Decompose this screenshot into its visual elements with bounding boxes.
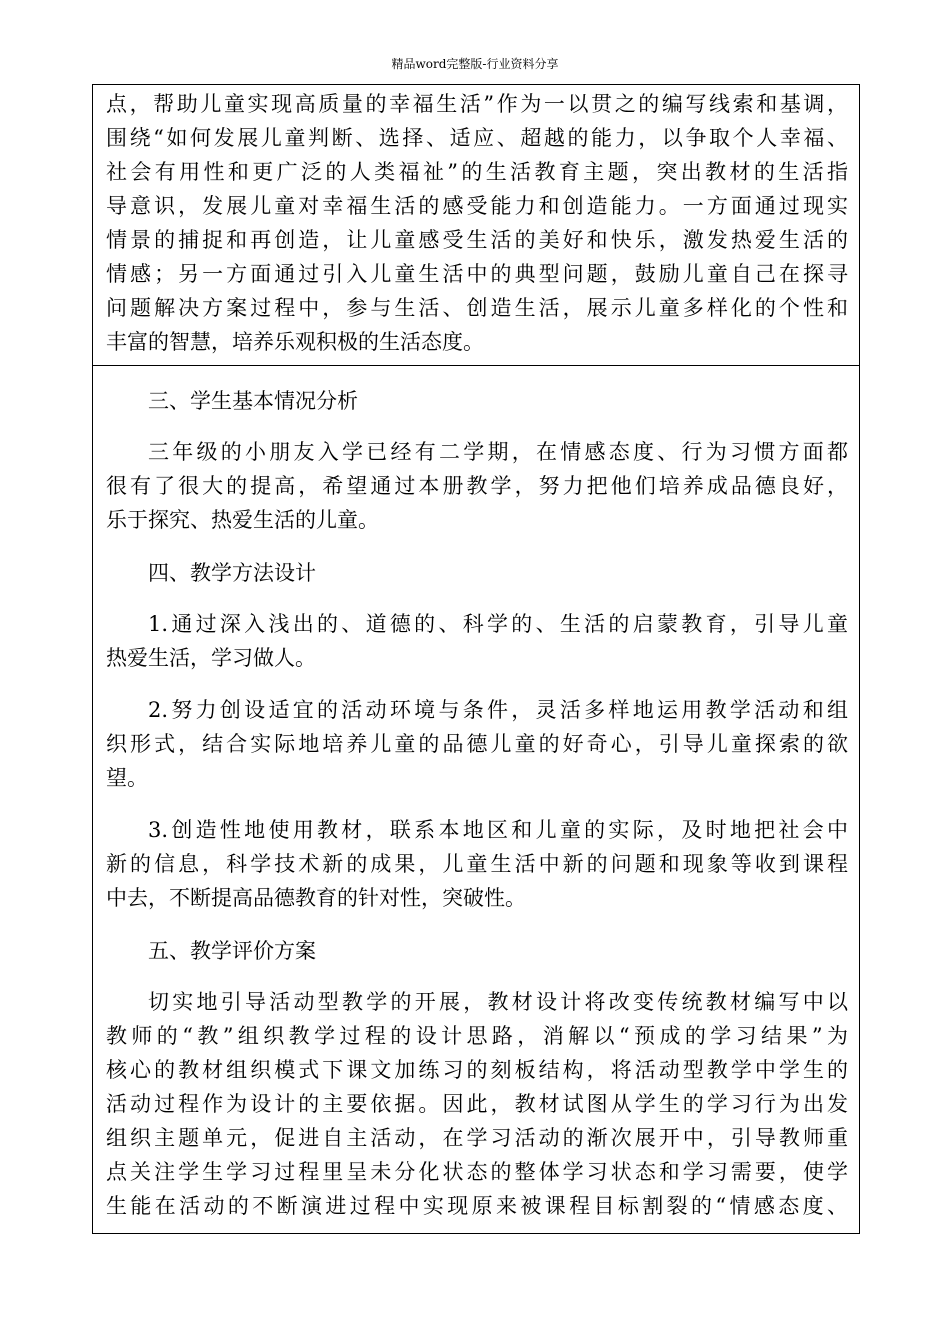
text-line: 情感；另一方面通过引入儿童生活中的典型问题，鼓励儿童自己在探寻 xyxy=(106,262,848,286)
section-heading: 四、教学方法设计 xyxy=(148,561,316,585)
text-line: 新的信息，科学技术新的成果，儿童生活中新的问题和现象等收到课程 xyxy=(106,852,848,876)
section-4-item-1 xyxy=(106,607,848,675)
text-line: 很有了很大的提高，希望通过本册教学，努力把他们培养成品德良好， xyxy=(106,474,848,498)
text-line: 教师的“教”组织教学过程的设计思路，消解以“预成的学习结果”为 xyxy=(106,1024,848,1048)
text-line: 丰富的智慧，培养乐观积极的生活态度。 xyxy=(106,330,484,354)
section-5-paragraph xyxy=(106,985,848,1223)
text-line: 切实地引导活动型教学的开展，教材设计将改变传统教材编写中以 xyxy=(148,990,848,1014)
intro-paragraph xyxy=(106,87,848,359)
section-heading: 五、教学评价方案 xyxy=(148,939,316,963)
text-line: 1.通过深入浅出的、道德的、科学的、生活的启蒙教育，引导儿童 xyxy=(148,612,848,636)
text-line: 活动过程作为设计的主要依据。因此，教材试图从学生的学习行为出发 xyxy=(106,1092,848,1116)
text-line: 围绕“如何发展儿童判断、选择、适应、超越的能力，以争取个人幸福、 xyxy=(106,126,848,150)
text-line: 社会有用性和更广泛的人类福祉”的生活教育主题，突出教材的生活指 xyxy=(106,160,848,184)
text-line: 点，帮助儿童实现高质量的幸福生活”作为一以贯之的编写线索和基调， xyxy=(106,92,848,116)
text-line: 点关注学生学习过程里呈未分化状态的整体学习状态和学习需要，使学 xyxy=(106,1160,848,1184)
text-line: 3.创造性地使用教材，联系本地区和儿童的实际，及时地把社会中 xyxy=(148,818,848,842)
text-line: 乐于探究、热爱生活的儿童。 xyxy=(106,508,379,532)
text-line: 问题解决方案过程中，参与生活、创造生活，展示儿童多样化的个性和 xyxy=(106,296,848,320)
document-table xyxy=(92,84,860,1234)
text-line: 2.努力创设适宜的活动环境与条件，灵活多样地运用教学活动和组 xyxy=(148,698,848,722)
text-line: 中去，不断提高品德教育的针对性，突破性。 xyxy=(106,886,526,910)
section-4-item-3 xyxy=(106,813,848,915)
section-4-heading xyxy=(106,556,848,590)
section-3-heading xyxy=(106,384,848,418)
section-heading: 三、学生基本情况分析 xyxy=(148,389,358,413)
text-line: 三年级的小朋友入学已经有二学期，在情感态度、行为习惯方面都 xyxy=(148,440,848,464)
text-line: 组织主题单元，促进自主活动，在学习活动的渐次展开中，引导教师重 xyxy=(106,1126,848,1150)
text-line: 导意识，发展儿童对幸福生活的感受能力和创造能力。一方面通过现实 xyxy=(106,194,848,218)
text-line: 望。 xyxy=(106,766,148,790)
text-line: 情景的捕捉和再创造，让儿童感受生活的美好和快乐，激发热爱生活的 xyxy=(106,228,848,252)
page-header: 精品word完整版-行业资料分享 xyxy=(391,57,559,71)
text-line: 生能在活动的不断演进过程中实现原来被课程目标割裂的“情感态度、 xyxy=(106,1194,848,1218)
section-4-item-2 xyxy=(106,693,848,795)
section-5-heading xyxy=(106,934,848,968)
section-3-paragraph xyxy=(106,435,848,537)
text-line: 织形式，结合实际地培养儿童的品德儿童的好奇心，引导儿童探索的欲 xyxy=(106,732,848,756)
text-line: 核心的教材组织模式下课文加练习的刻板结构，将活动型教学中学生的 xyxy=(106,1058,848,1082)
row-divider xyxy=(93,365,859,366)
text-line: 热爱生活，学习做人。 xyxy=(106,646,316,670)
